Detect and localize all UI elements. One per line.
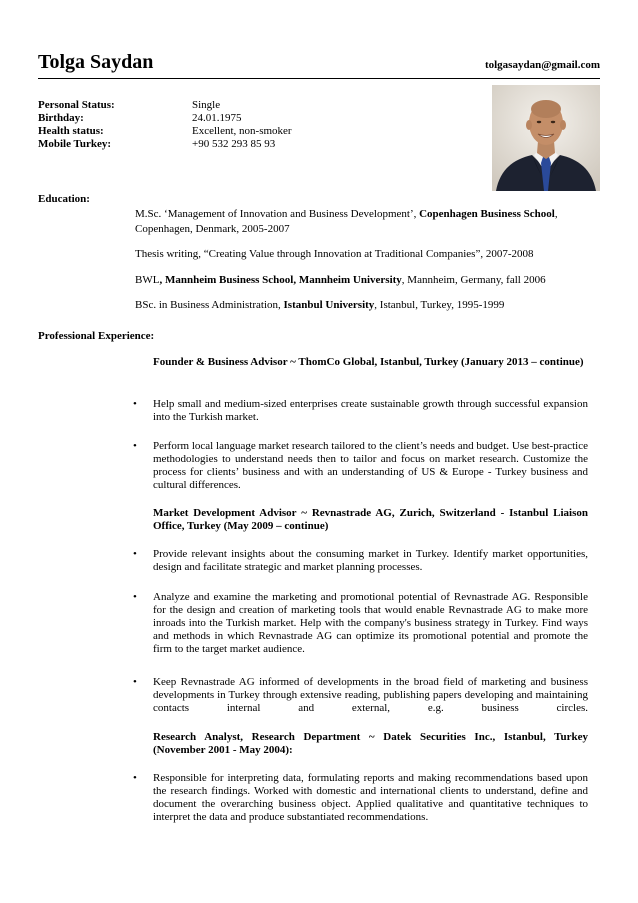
bullet-icon: • bbox=[133, 676, 137, 688]
personal-value: Single bbox=[192, 99, 221, 111]
personal-label: Birthday: bbox=[38, 112, 84, 124]
education-item bbox=[135, 207, 600, 236]
education-institution: Istanbul University bbox=[283, 299, 375, 311]
education-list bbox=[135, 207, 600, 313]
bullet-icon: • bbox=[133, 772, 137, 784]
experience-heading: Professional Experience: bbox=[38, 330, 155, 342]
personal-value: Excellent, non-smoker bbox=[192, 125, 292, 137]
education-text: , Copenhagen, Denmark, 2005-2007 bbox=[135, 208, 558, 235]
bullet-icon: • bbox=[133, 548, 137, 560]
job-bullet: Perform local language market research tailored to the client’s needs and budget. Use best-practice methodologies to understand needs then to tailor and focus on market research. Customize the process for clients’ business and with an understanding of US & Europe - Turkey business and cultural differences. bbox=[153, 440, 588, 491]
education-text: BWL bbox=[135, 273, 160, 286]
personal-value: 24.01.1975 bbox=[192, 112, 242, 124]
profile-photo bbox=[492, 85, 600, 191]
personal-row bbox=[38, 99, 338, 112]
education-item bbox=[135, 273, 600, 288]
education-institution: Copenhagen Business School bbox=[419, 208, 555, 220]
personal-label: Health status: bbox=[38, 125, 104, 137]
personal-value: +90 532 293 85 93 bbox=[192, 138, 276, 150]
education-item bbox=[135, 247, 600, 262]
personal-label: Personal Status: bbox=[38, 99, 115, 111]
job-bullet: Keep Revnastrade AG informed of developments in the broad field of marketing and business developments in Turkey through extensive reading, publishing papers developing and maintaining contacts internal and external, e.g. business circles. bbox=[153, 676, 588, 714]
profile-photo-icon bbox=[492, 85, 600, 191]
candidate-email: tolgasaydan@gmail.com bbox=[484, 59, 600, 71]
bullet-icon: • bbox=[133, 591, 137, 603]
header-divider bbox=[38, 78, 600, 79]
education-item bbox=[135, 298, 600, 313]
job-bullet: Provide relevant insights about the consuming market in Turkey. Identify market opportunities, design and facilitate strategic and market planning processes. bbox=[153, 548, 588, 573]
job-bullet: Help small and medium-sized enterprises create sustainable growth through successful expansion into the Turkish market. bbox=[153, 398, 588, 423]
candidate-name: Tolga Saydan bbox=[38, 51, 154, 73]
personal-details bbox=[38, 99, 338, 151]
job-title: Research Analyst, Research Department ~ Datek Securities Inc., Istanbul, Turkey (November 2001 - May 2004): bbox=[153, 731, 588, 756]
resume-header bbox=[38, 50, 600, 78]
job-title: Founder & Business Advisor ~ ThomCo Global, Istanbul, Turkey (January 2013 – continue) bbox=[153, 356, 584, 368]
personal-row bbox=[38, 138, 338, 151]
education-text: Thesis writing, “Creating Value through Innovation at Traditional Companies”, 2007-2008 bbox=[135, 248, 534, 260]
bullet-icon: • bbox=[133, 398, 137, 410]
education-text: , Istanbul, Turkey, 1995-1999 bbox=[374, 299, 505, 311]
personal-row bbox=[38, 112, 338, 125]
education-institution: , Mannheim Business School, Mannheim University bbox=[159, 273, 402, 286]
education-text: M.Sc. ‘Management of Innovation and Business Development’, bbox=[135, 208, 420, 220]
personal-label: Mobile Turkey: bbox=[38, 138, 112, 150]
job-bullet: Analyze and examine the marketing and promotional potential of Revnastrade AG. Responsible for the design and creation of marketing tools that would enable Revnastrade AG to make more inroads into the Turkish market. Help with the company's business strategy in Turkey. Find ways and methods in which Revnastrade AG can optimize its promotional potential and promote the firm to the target market audience. bbox=[153, 591, 588, 655]
bullet-icon: • bbox=[133, 440, 137, 452]
job-title: Market Development Advisor ~ Revnastrade AG, Zurich, Switzerland - Istanbul Liaison Office, Turkey (May 2009 – continue) bbox=[153, 507, 588, 532]
education-text: , Mannheim, Germany, fall 2006 bbox=[401, 273, 546, 286]
education-text: BSc. in Business Administration, bbox=[135, 299, 284, 311]
education-heading: Education: bbox=[38, 193, 90, 205]
personal-row bbox=[38, 125, 338, 138]
job-bullet: Responsible for interpreting data, formulating reports and making recommendations based upon the research findings. Worked with domestic and international clients to understand, define and document the overarching business object. Applied qualitative and quantitative techniques to interpret the data and produce substantiated recommendations. bbox=[153, 772, 588, 823]
